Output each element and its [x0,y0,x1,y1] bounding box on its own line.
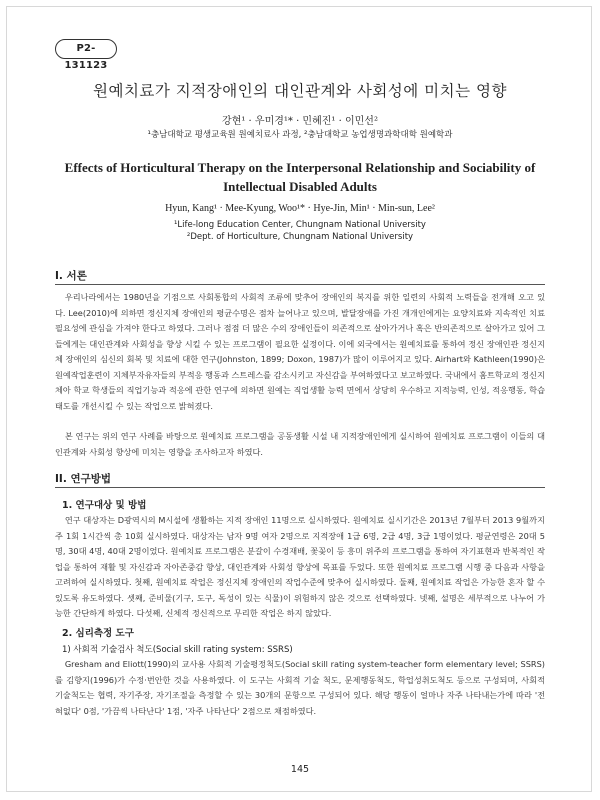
affiliations-korean: ¹충남대학교 평생교육원 원예치료사 과정, ²충남대학교 농업생명과학대학 원예학과 [147,130,453,140]
section-rule-intro [55,284,545,285]
methods-paragraph-subjects: 연구 대상자는 D광역시의 M시설에 생활하는 지적 장애인 11명으로 실시하였다. 원예치료 실시기간은 2013년 7월부터 2013 9월까지 주 1회 1시간씩 총 10회 실시하였다. 대상자는 남자 9명 여자 2명으로 지적장애 1급 6명, 2급 4명, 3급 1명이었다. 평균연령은 20대 5명, 30대 4명, 40대 2명이었다. 원예치료 프로그램은 분갈이 수경재배, 꽃꽂이 등 흥미 위주의 프로그램을 통하여 자기표현과 반복적인 작업을 통하여 재활 및 자신감과 자아존중감 향상, 대인관계와 사회성 향상에 목표를 두었다. 또한 원예치료 프로그램 시행 중 다음과 사항을 고려하여 실시하였다. 첫째, 원예치료 작업은 정신지체 장애인의 작업수준에 맞추어 실시하였다. 둘째, 원예치료 작업은 가능한 혼자 할 수 있도록 유도하였다. 셋째, 준비물(기구, 도구, 독성이 있는 식물)이 위험하지 않은 것으로 선택하였다. 넷째, 설명은 세부적으로 나누어 가능한 간단하게 하였다. 다섯째, 신체적 정신적으로 무리한 작업은 하지 않았다. [55,515,545,618]
authors-english: Hyun, Kang¹ · Mee-Kyung, Woo¹* · Hye-Jin, Min¹ · Min-sun, Lee² [165,203,435,214]
title-korean: 원예치료가 지적장애인의 대인관계와 사회성에 미치는 영향 [93,82,507,100]
subsection-heading-instruments: 2. 심리측정 도구 [62,628,134,639]
methods-paragraph-ssrs: Gresham and Eliott(1990)의 교사용 사회적 기술평정척도(Social skill rating system-teacher form elementary level; SSRS)를 김향지(1996)가 수정·번안한 것을 사용하였다. 이 도구는 사회적 기술 척도, 문제행동척도, 학업성취도척도 등으로 구성되며, 사회적 기술척도는 협력, 자기주장, 자기조절을 측정할 수 있는 30개의 문항으로 구성되어 있다. 해당 행동이 얼마나 자주 나타내는가에 따라 '전혀없다' 0점, '가끔씩 나타난다' 1점, '자주 나타난다' 2점으로 채점하였다. [55,659,545,716]
affiliations-english [0,219,600,243]
section-heading-methods: II. 연구방법 [55,473,112,485]
section-heading-intro: I. 서론 [55,270,87,282]
page-number: 145 [290,764,310,775]
authors-korean: 강현¹ · 우미경¹* · 민혜진¹ · 이민선² [222,116,378,127]
instrument-heading-ssrs: 1) 사회적 기술검사 척도(Social skill rating system: SSRS) [62,645,293,655]
intro-paragraph-2: 본 연구는 위의 연구 사례를 바탕으로 원예치료 프로그램을 공동생활 시설 내 지적장애인에게 실시하여 원예치료 프로그램이 이들의 대인관계와 사회성 향상에 미치는 영향을 조사하고자 하였다. [55,431,545,457]
affiliation-english-2: ²Dept. of Horticulture, Chungnam National University [186,232,414,242]
intro-paragraph-1: 우리나라에서는 1980년을 기점으로 사회통합의 사회적 조류에 맞추어 장애인의 복지를 위한 일련의 사회적 노력들을 전개해 오고 있다. Lee(2010)에 의하면 정신지체 장애인의 평균수명은 점차 늘어나고 있으며, 발달장애를 가진 개개인에게는 요양치료와 지속적인 치료 필요성에 관심을 가져야 한다고 하였다. 그러나 점점 더 많은 수의 장애인들이 의존적으로 살아가거나 혹은 반의존적으로 살아가고 있어 그들에게는 대인관계와 사회성을 향상 시킬 수 있는 프로그램이 필요한 실정이다. 이에 외국에서는 원예치료를 통하여 정신 장애인관 정신지체 장애인의 심신의 회복 및 치료에 대한 연구(Johnston, 1899; Doxon, 1987)가 많이 이루어지고 있다. Airhart와 Kathleen(1990)은 원예작업훈련이 지체부자유자들의 부적응 행동과 스트레스를 감소시키고 자신감을 부여하였다고 보고하였다. 국내에서 홈트학교의 정신지체아 학교 학생들의 직업기능과 적응에 관한 연구에 의하면 원예는 직업생활 능력 면에서 상당히 우수하고 지적능력, 인성, 적응행동, 학습태도를 개선시킬 수 있는 작업으로 밝혀졌다. [55,292,545,411]
affiliation-english-1: ¹Life-long Education Center, Chungnam National University [174,220,426,230]
title-english: Effects of Horticultural Therapy on the Interpersonal Relationship and Sociability of Intellectual Disabled Adults [64,160,536,194]
paper-code-badge: P2-131123 [55,39,117,59]
subsection-heading-subjects: 1. 연구대상 및 방법 [62,500,147,511]
section-rule-methods [55,487,545,488]
